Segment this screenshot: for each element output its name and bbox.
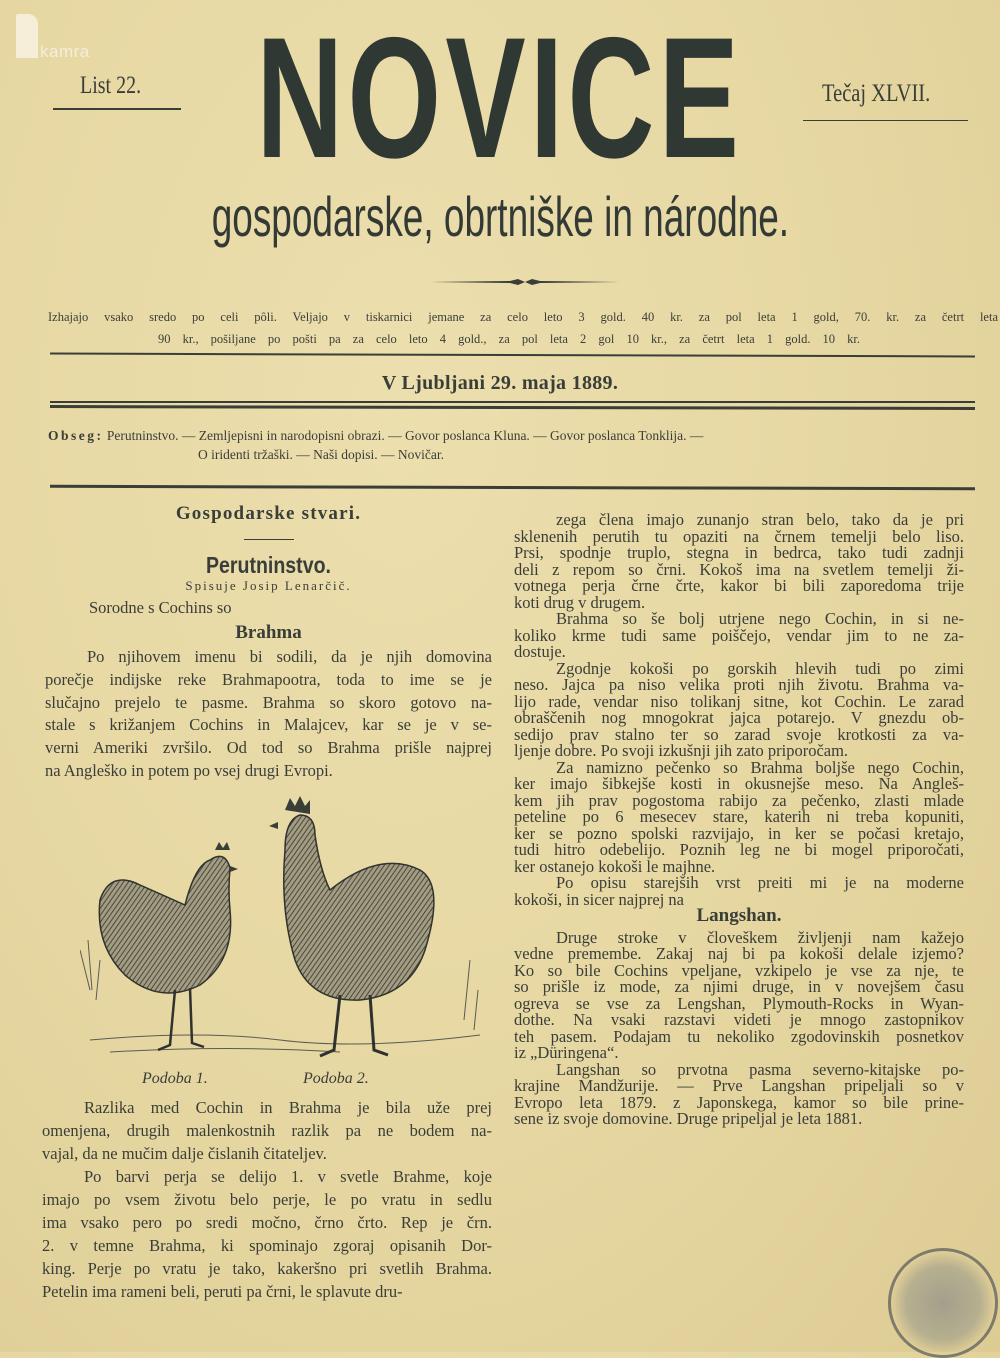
divider: [244, 539, 294, 540]
text-line: slučajno prejelo te pasme. Brahma so skoro gotovo na-: [45, 692, 492, 712]
subscription-line: Izhajajo vsako sredo po celi pôli. Veljajo v tiskarnici jemane za celo leto 3 gold. 40 kr. za pol leta 1 gold, 70. kr. za četrt leta: [48, 310, 998, 324]
figure-caption-2: Podoba 2.: [303, 1070, 369, 1087]
figure-caption-1: Podoba 1.: [142, 1070, 208, 1087]
chicken-illustration: [80, 790, 485, 1072]
text-line: Po opisu starejših vrst preiti mi je na moderne: [556, 873, 964, 892]
paragraph: [514, 1059, 964, 1129]
paragraph: [514, 608, 964, 661]
article-title-text: Perutninstvo.: [206, 552, 331, 578]
text-line: imajo po vsem životu belo perje, le po vratu in sedlu: [42, 1190, 492, 1209]
ornament-divider-icon: [430, 276, 620, 288]
logo-text: kamra: [40, 42, 90, 61]
paragraph: [514, 658, 964, 760]
text-line: deli z repom so črni. Kokoš ima na svetlem temelji ži-: [514, 559, 964, 579]
article-title: [45, 552, 492, 578]
text-block: [45, 646, 492, 783]
text-line: ker imajo šibkejše kosti in okusnejše meso. Na Angleš-: [514, 774, 964, 793]
text-line: Petelin ima rameni beli, peruti pa črni, le splavute dru-: [42, 1282, 403, 1301]
text-line: king. Perje po vratu je tako, kakeršno pri svetlih Brahma.: [42, 1259, 492, 1278]
text-line: votnega perja črne črte, kakor bi bili zaporedoma trije: [514, 576, 964, 595]
text-line: sene iz svoje domovine. Druge pripeljal je leta 1881.: [514, 1109, 863, 1129]
divider: [50, 485, 975, 490]
text-line: kokoši, in sicer najprej na: [514, 889, 684, 909]
text-line: Brahma so še bolj utrjene nego Cochin, in si ne-: [556, 609, 964, 628]
divider: [50, 405, 975, 410]
intro-text: Sorodne s Cochins so: [89, 598, 232, 617]
library-stamp: [888, 1248, 998, 1358]
text-line: koliko krme tudi same poiščejo, vendar jim to ne za-: [514, 625, 964, 645]
dateline: V Ljubljani 29. maja 1889.: [381, 372, 619, 394]
text-line: Ko so bile Cochins vpeljane, vzkipelo je vse za nje, te: [514, 960, 964, 980]
contents-line: O iridenti tržaški. — Naši dopisi. — Novičar.: [198, 447, 444, 462]
byline: Spisuje Josip Lenarčič.: [185, 578, 352, 593]
text-line: koti drug v drugem.: [514, 592, 646, 612]
text-block: [514, 509, 964, 909]
text-line: Evropo leta 1879. z Japonskega, kamor so bile prine-: [514, 1092, 964, 1112]
divider: [803, 120, 968, 121]
text-line: ker se pozno spolski razvijajo, in ker se počasi kretajo,: [514, 823, 964, 843]
contents-label: Obseg:: [48, 428, 104, 443]
paragraph: [42, 1096, 492, 1165]
title-text: NOVICE: [256, 2, 744, 194]
hen-figure-1: [99, 842, 238, 1050]
text-line: obraščenih nog mnogokrat jajca potarejo. V gnezdu ob-: [514, 708, 964, 727]
text-line: vedne premembe. Zakaj naj bi pa kokoši delale izjemo?: [514, 944, 964, 964]
text-line: dothe. Na vsaki razstavi videti je mnogo zastopnikov: [514, 1010, 964, 1030]
text-line: kem jih prav pogostoma rabijo za pečenko, zlasti mlade: [514, 790, 964, 810]
subtitle-text: gospodarske, obrtniške in národne.: [211, 185, 789, 248]
text-line: ker ostanejo kokoši le majhne.: [514, 856, 716, 876]
text-line: na Angleško in potem po vsej drugi Evropi.: [45, 760, 333, 780]
text-line: verni Ameriki zvršilo. Od tod so Brahma prišle najprej: [45, 738, 492, 758]
text-line: Druge stroke v človeškem življenji nam kažejo: [556, 927, 964, 947]
text-line: sedijo prav stalno ter so zarad svoje krotkosti za va-: [514, 724, 964, 744]
text-line: lijo rade, vendar niso tolikanj sitne, kot Cochin. Le zarad: [514, 691, 964, 711]
subheading: Brahma: [235, 622, 302, 643]
text-line: Zgodnje kokoši po gorskih hlevih tudi po zimi: [556, 658, 964, 678]
paragraph: [45, 646, 492, 783]
right-column: [514, 509, 964, 1129]
text-line: Za namizno pečenko so Brahma boljše nego Cochin,: [556, 757, 964, 777]
subscription-info: [48, 306, 998, 350]
text-line: Po njihovem imenu bi sodili, da je njih domovina: [87, 647, 492, 666]
text-line: Langshan so prvotna pasma severno-kitajske po-: [556, 1059, 964, 1079]
masthead-subtitle: [0, 184, 1000, 249]
text-line: iz „Düringena“.: [514, 1043, 619, 1063]
divider: [50, 401, 975, 403]
text-line: omenjena, drugih malenkostnih razlik pa ne bodem na-: [42, 1121, 492, 1140]
subheading: Langshan.: [696, 905, 782, 926]
paragraph: [514, 927, 964, 1063]
volume-number: Tečaj XLVII.: [822, 80, 931, 107]
rooster-figure-2: [269, 796, 434, 1056]
divider: [50, 353, 975, 358]
issue-number: List 22.: [80, 72, 142, 99]
left-column: [45, 503, 492, 783]
section-heading: Gospodarske stvari.: [175, 503, 362, 524]
text-line: sklenenih perutih tu opaziti na črnem temelji belo liso.: [514, 526, 964, 546]
text-line: Po barvi perja se delijo 1. v svetle Brahme, koje: [84, 1167, 492, 1186]
text-line: Prsi, spodnje truplo, stegna in bedrca, tako tudi zadnji: [514, 543, 964, 562]
paragraph: [514, 509, 964, 612]
contents-line: Perutninstvo. — Zemljepisni in narodopisni obrazi. — Govor poslanca Kluna. — Govor poslanca Tonklija. —: [106, 428, 704, 443]
subscription-line: 90 kr., pošiljane po pošti pa za celo leto 4 gold., za pol leta 2 gol 10 kr., za četrt leta 1 gold. 10 kr.: [158, 332, 860, 346]
text-line: porečje indijske reke Brahmapootra, toda to ime se je: [45, 669, 492, 689]
text-line: krajine Mandžurije. — Prve Langshan pripeljali so v: [514, 1076, 964, 1096]
text-line: zega člena imajo zunanjo stran belo, tako da je pri: [556, 510, 964, 529]
text-line: tudi hitro odebelijo. Poznih leg ne bi mogel priporočati,: [514, 840, 964, 859]
text-line: so prišle iz mode, za njimi druge, in v novejšem času: [514, 977, 964, 997]
text-line: teh pasem. Podajam tu nekoliko zgodovinskih posnetkov: [514, 1026, 964, 1046]
paragraph: [42, 1165, 492, 1303]
text-line: ogreva se vse za Lengshan, Plymouth-Rocks in Wyan-: [514, 993, 964, 1013]
text-line: neso. Jajca pa niso velika proti njih životu. Brahma va-: [514, 675, 964, 694]
text-line: ima vsako pero po sredi močno, črno črto. Rep je črn.: [42, 1213, 492, 1232]
text-line: 2. v temne Brahma, ki spominajo zgoraj opisanih Dor-: [42, 1236, 492, 1255]
text-line: dostuje.: [514, 642, 566, 661]
text-line: stale s križanjem Cochins in Malajcev, kar se je v se-: [45, 715, 492, 735]
text-line: Razlika med Cochin in Brahma je bila uže prej: [84, 1098, 492, 1117]
paragraph: [514, 872, 964, 909]
paragraph: [514, 757, 964, 876]
text-line: ljenje dobre. Po svoji izkušnji jih zato priporočam.: [514, 741, 849, 760]
text-line: peteline po 6 mesecev stare, katerih ni treba kopuniti,: [514, 807, 964, 826]
text-line: vajal, da ne mučim dalje čislanih čitateljev.: [42, 1144, 327, 1163]
text-block: [514, 927, 964, 1129]
left-column-bottom: [42, 1096, 492, 1303]
table-of-contents: [48, 426, 968, 464]
